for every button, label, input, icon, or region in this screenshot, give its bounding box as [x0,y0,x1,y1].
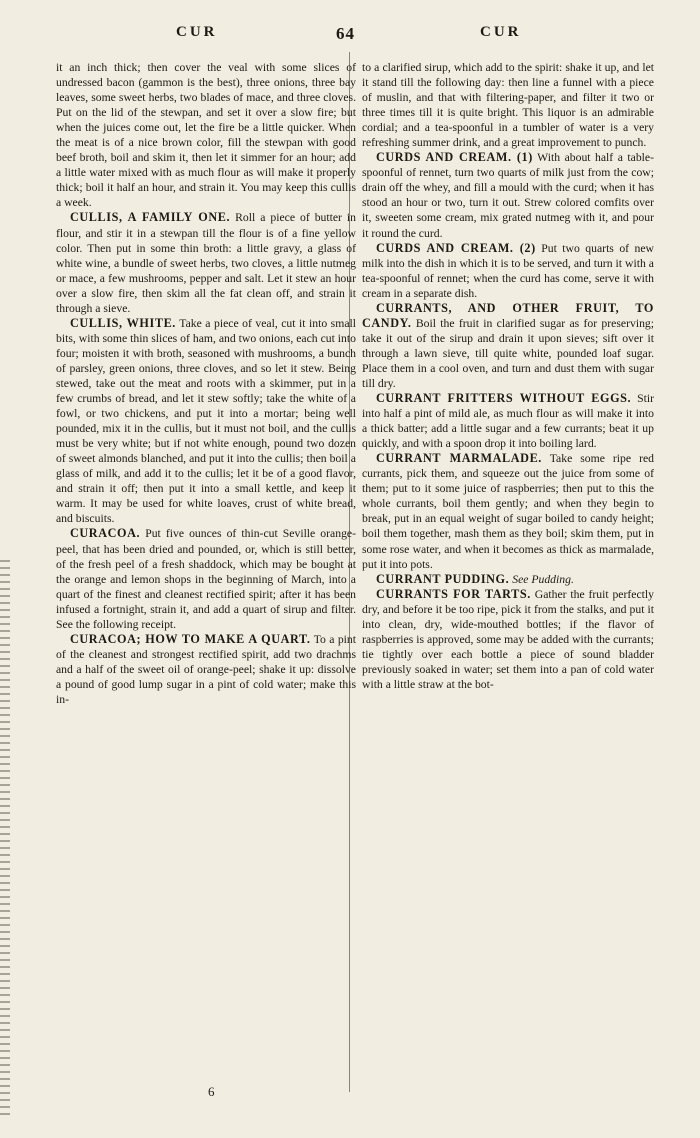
entry-title: CURRANTS, AND OTHER FRUIT, TO CANDY. [362,300,654,330]
entry-title: CURDS AND CREAM. (1) [376,150,533,165]
entry-body: See Pudding. [512,572,574,586]
entry-title: CURDS AND CREAM. (2) [376,240,536,255]
entry-curacoa [56,526,356,631]
entry-body: Put five ounces of thin-cut Seville orange-peel, that has been dried and pounded, or, which is still better, of the fresh peel of a fresh shaddock, which may be bought at the orange and lemon shops in the beginning of March, into a quart of the finest and cleanest rectified spirit; after it has been infused a fortnight, strain it, and add a quart of sirup and filter. See the following receipt. [56,527,356,631]
entry-title: CURRANT PUDDING. [376,571,510,586]
entry-curacoa-quart [56,632,356,707]
page-number: 64 [336,24,355,43]
running-head-left: CUR [176,24,218,40]
entry-body: Take some ripe red currants, pick them, and squeeze out the juice from some of them; put to it some juice of raspberries; then put to this the whole currants, boil them gently; and when they begin to break, put in an equal weight of sugar boiled to candy height; boil them together, mash them as they boil; skim them, put in some rose water, and when it becomes as thick as marmalade, put it into pots. [362,452,654,571]
entry-body: Take a piece of veal, cut it into small bits, with some thin slices of ham, and two onions, each cut into four; moisten it with broth, seasoned with mushrooms, a bunch of parsley, green onions, three cloves, and so let it stew. Being stewed, take out the meat and roots with a skimmer, put in a few crumbs of bread, and let it stew softly; take the white of a fowl, or two chickens, and put it into a mortar; being well pounded, mix it in the cullis, but it must not boil, and the cullis must be very white; but if not white enough, pound two dozen of sweet almonds blanched, and put it into the cullis; then boil a glass of milk, and add it to the cullis; let it be of a good flavor, and strain it off; then put it into a small kettle, and keep it warm. It may be used for white loaves, crust of white bread, and biscuits. [56,316,357,526]
entry-continued [362,60,654,150]
signature-mark: 6 [208,1084,215,1099]
entry-body: Stir into half a pint of mild ale, as much flour as will make it into a thick batter; add a little sugar and a few currants; beat it up quickly, and with a spoon drop it into boiling lard. [362,392,654,451]
entry-currants-tarts [362,587,654,692]
entry-body: it an inch thick; then cover the veal with some slices of undressed bacon (gammon is the best), three onions, three bay leaves, some sweet herbs, two blades of mace, and three cloves. Put on the lid of the stewpan, and set it over a slow fire; but when the juices come out, let the fire be a little quicker. When the meat is of a nice brown color, fill the stewpan with good beef broth, boil and skim it, then let it simmer for an hour; add a little water mixed with as much flour as will make it properly thick; boil it half an hour, and strain it. You may keep this cullis a week. [56,61,356,210]
entry-body: With about half a table-spoonful of rennet, turn two quarts of milk just from the cow; drain off the whey, and fill a mould with the curd; when it has stood an hour or two, turn it out. Strew colored comfits over it, sweeten some cream, mix grated nutmeg with it, and pour it round the curd. [362,151,654,240]
entry-cullis-white [56,316,356,527]
entry-body: Roll a piece of butter in flour, and stir it in a stewpan till the flour is of a fine yellow color. Then put in some thin broth: a little gravy, a glass of white wine, a bundle of sweet herbs, two cloves, a little nutmeg or mace, a few mushrooms, pepper and salt. Let it stew an hour over a slow fire, then skim all the fat clean off, and strain it through a sieve. [56,211,357,315]
entry-title: CULLIS, A FAMILY ONE. [70,210,231,225]
entry-body: Gather the fruit perfectly dry, and before it be too ripe, pick it from the stalks, and put it into clean, dry, wide-mouthed bottles; if the flavor of raspberries is approved, some may be added with the currants; tie tightly over each bottle a piece of sound bladder previously soaked in water; set them into a pan of cold water with a little straw at the bot- [362,587,654,691]
entry-continued [56,60,356,210]
entry-currant-pudding [362,572,654,587]
left-column [56,60,356,707]
entry-title: CULLIS, WHITE. [70,315,176,330]
entry-body: Put two quarts of new milk into the dish in which it is to be served, and turn it with a tea-spoonful of rennet; when the curd has come, serve it with cream in a separate dish. [362,241,654,300]
entry-currants-candy [362,301,654,391]
entry-title: CURRANT FRITTERS WITHOUT EGGS. [376,391,632,406]
entry-curds-cream-2 [362,241,654,301]
entry-cullis-family [56,210,356,315]
entry-currant-fritters [362,391,654,451]
entry-body: To a pint of the cleanest and strongest rectified spirit, add two drachms and a half of the sweet oil of orange-peel; shake it up: dissolve a pound of good lump sugar in a pint of cold water; make this in- [56,632,356,706]
entry-curds-cream-1 [362,150,654,240]
entry-title: CURACOA. [70,526,141,541]
page-edge-binding [0,560,10,1120]
entry-title: CURRANTS FOR TARTS. [376,586,531,601]
entry-body: Boil the fruit in clarified sugar as for preserving; take it out of the sirup and drain it upon sieves; sift over it through a lawn sieve, till quite white, pounded loaf sugar. Place them in a cool oven, and turn and dust them with sugar till dry. [362,316,655,390]
entry-body: to a clarified sirup, which add to the spirit: shake it up, and let it stand till the following day: then line a funnel with a piece of muslin, and that with filtering-paper, and filter it two or three times till it is quite bright. This liquor is an admirable cordial; and a tea-spoonful in a tumbler of water is a very refreshing summer drink, and a great improvement to punch. [362,61,654,150]
right-column [362,60,654,692]
entry-currant-marmalade [362,451,654,571]
running-head-right: CUR [480,24,522,40]
entry-title: CURACOA; HOW TO MAKE A QUART. [70,631,311,646]
entry-title: CURRANT MARMALADE. [376,451,542,466]
